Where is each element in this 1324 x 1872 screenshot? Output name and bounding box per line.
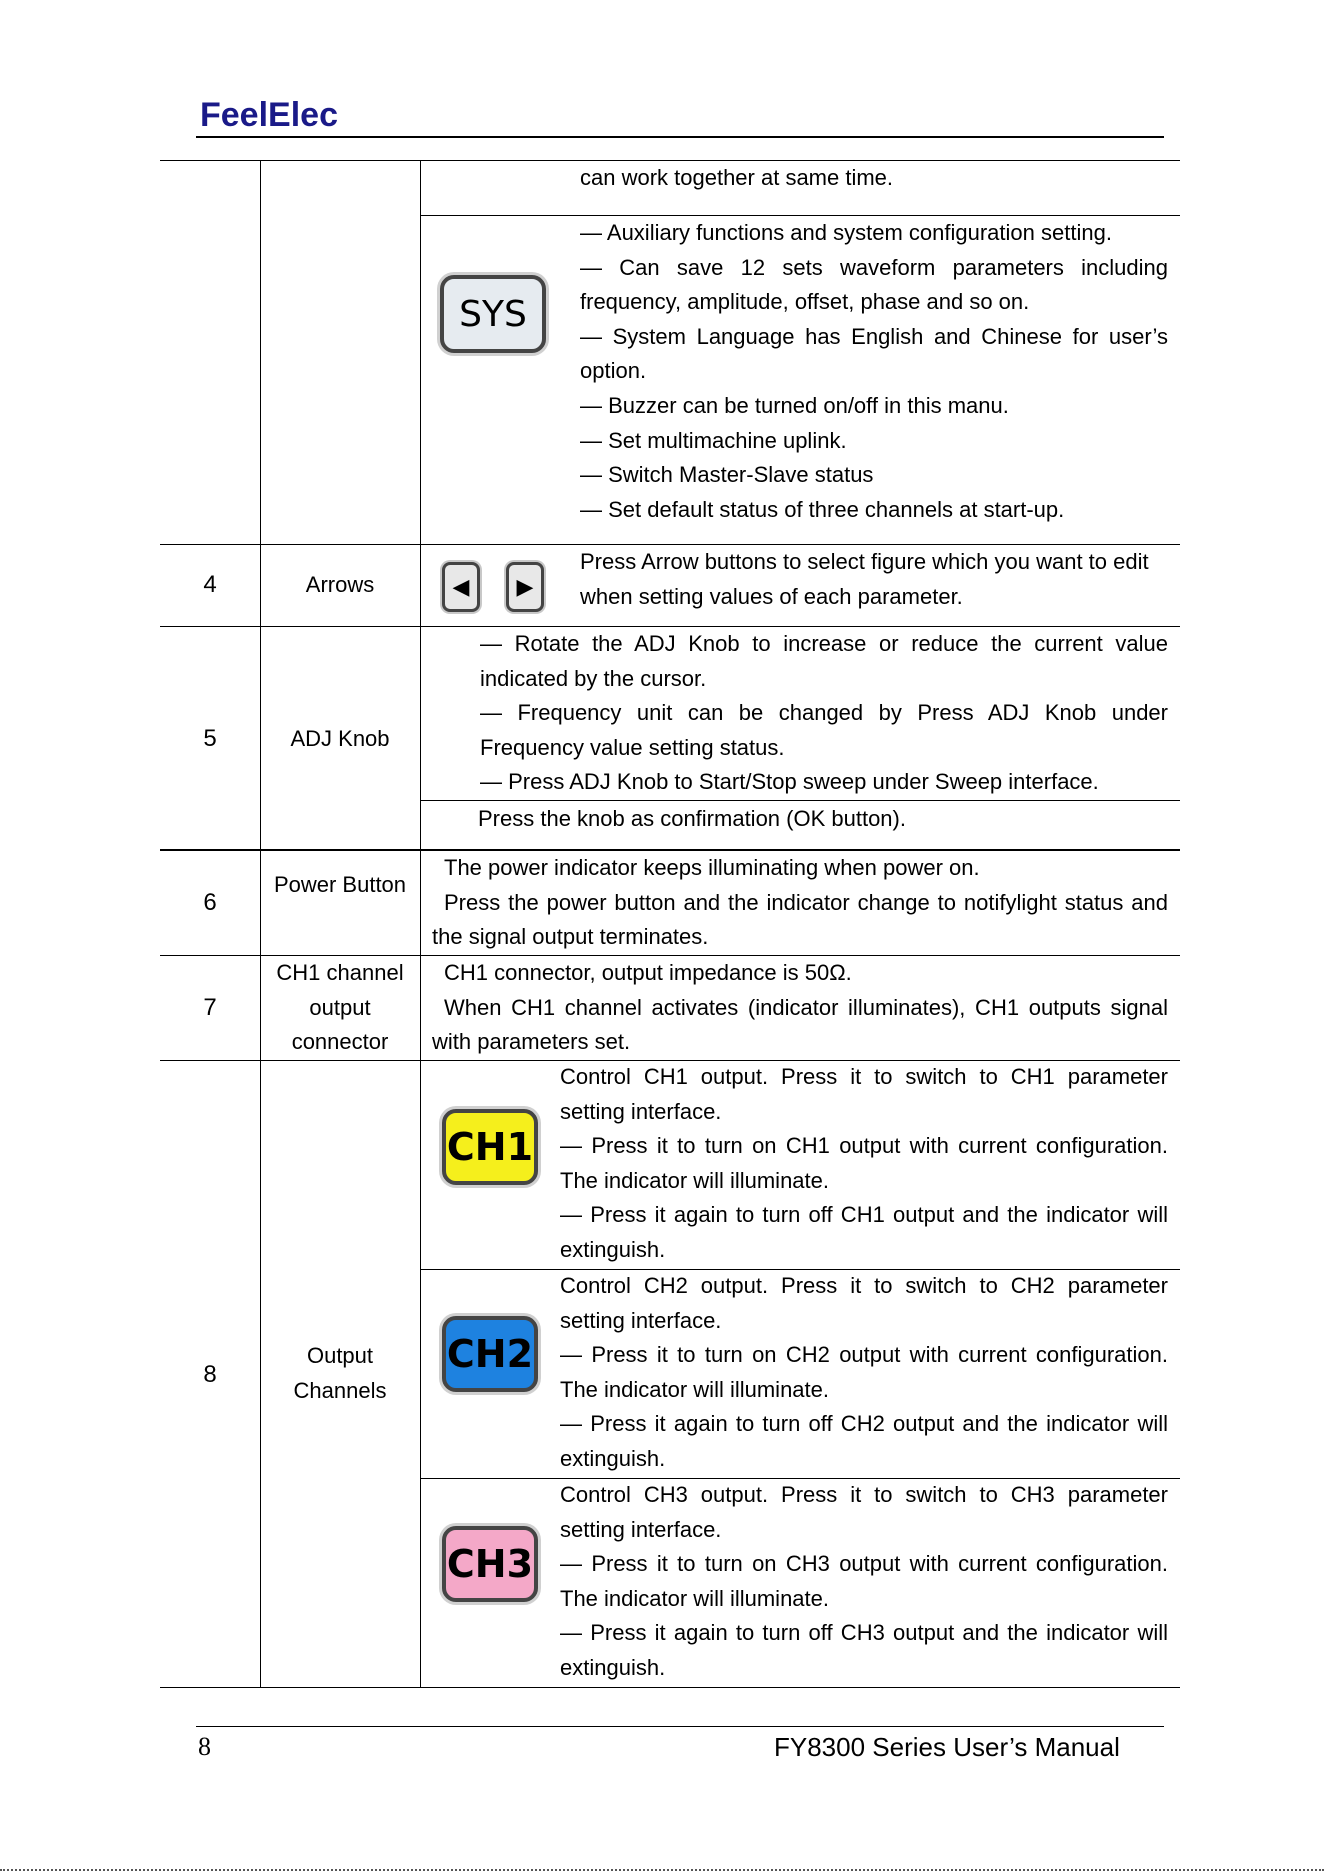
table-rule [420,800,1180,801]
power-line: The power indicator keeps illuminating when power on. [444,855,980,880]
ch2-key-icon [442,1316,538,1392]
adj-ok-line: Press the knob as confirmation (OK button). [478,806,906,831]
ch2-key-label: CH2 [446,1332,534,1376]
ch1-description [560,1060,1168,1268]
arrows-description: Press Arrow buttons to select figure which you want to edit when setting values of each parameter. [580,549,1149,609]
ch1-line: — Press it again to turn off CH1 output and the indicator will extinguish. [560,1202,1168,1262]
adj-line: — Press ADJ Knob to Start/Stop sweep under Sweep interface. [480,769,1099,795]
sys-line: — Set default status of three channels at start-up. [580,496,1065,522]
ch1-connector-line: When CH1 channel activates (indicator illuminates), CH1 outputs signal with parameters set. [432,994,1168,1055]
ch1-connector-line: CH1 connector, output impedance is 50Ω. [444,960,852,985]
table-column-rule [260,160,261,1687]
ch1-connector-description [432,956,1168,1060]
ch1-key-label: CH1 [446,1125,534,1169]
sys-line: — Buzzer can be turned on/off in this manu. [580,392,1009,418]
footer-rule [196,1726,1164,1727]
sys-line: — Can save 12 sets waveform parameters including frequency, amplitude, offset, phase and so on. [580,254,1168,315]
ch3-line: — Press it to turn on CH3 output with current configuration. The indicator will illuminate. [560,1551,1168,1611]
ch2-line: Control CH2 output. Press it to switch to CH2 parameter setting interface. [560,1273,1168,1333]
manual-title: FY8300 Series User’s Manual [774,1732,1120,1762]
sys-continuation-text: can work together at same time. [580,165,894,190]
row-number: 7 [203,994,217,1021]
table-column-rule [420,160,421,1687]
row-name: ADJ Knob [290,726,390,751]
adj-line: — Rotate the ADJ Knob to increase or reduce the current value indicated by the cursor. [480,631,1168,691]
ch1-line: Control CH1 output. Press it to switch to CH1 parameter setting interface. [560,1064,1168,1124]
row-name: Power Button [273,872,407,897]
ch2-description [560,1269,1168,1477]
row-name: CH1 channel output connector [276,960,404,1055]
sys-line: — Switch Master-Slave status [580,462,874,488]
ch3-line: Control CH3 output. Press it to switch to CH3 parameter setting interface. [560,1482,1168,1542]
sys-description [580,216,1168,527]
arrow-right-icon: ▶ [506,562,544,612]
row-number: 5 [203,725,217,752]
ch3-line: — Press it again to turn off CH3 output and the indicator will extinguish. [560,1620,1168,1680]
adj-line: — Frequency unit can be changed by Press ADJ Knob under Frequency value setting status. [480,700,1168,760]
table-rule [160,1687,1180,1688]
page-edge-divider [0,1869,1324,1871]
power-line: Press the power button and the indicator change to notifylight status and the signal output terminates. [432,889,1168,950]
ch1-key-icon [442,1109,538,1185]
sys-line: — Auxiliary functions and system configuration setting. [580,220,1112,245]
ch2-line: — Press it again to turn off CH2 output and the indicator will extinguish. [560,1411,1168,1471]
row-name: Output Channels [293,1343,387,1403]
ch3-description [560,1478,1168,1686]
sys-key-icon [440,275,546,353]
row-number: 4 [203,571,217,598]
ch1-line: — Press it to turn on CH1 output with current configuration. The indicator will illuminate. [560,1133,1168,1193]
arrow-left-icon: ◀ [442,562,480,612]
ch3-key-label: CH3 [446,1542,534,1586]
adj-description [432,627,1168,800]
power-description [432,851,1168,955]
sys-line: — Set multimachine uplink. [580,427,847,453]
brand-logo-text: FeelElec [200,96,338,134]
page-number: 8 [198,1732,211,1761]
row-number: 8 [203,1361,217,1388]
row-number: 6 [203,889,217,916]
sys-line: — System Language has English and Chinese for user’s option. [580,323,1168,384]
header-rule [196,136,1164,138]
sys-key-label: SYS [459,293,527,335]
ch2-line: — Press it to turn on CH2 output with current configuration. The indicator will illuminate. [560,1342,1168,1402]
row-name: Arrows [305,572,375,597]
ch3-key-icon [442,1526,538,1602]
